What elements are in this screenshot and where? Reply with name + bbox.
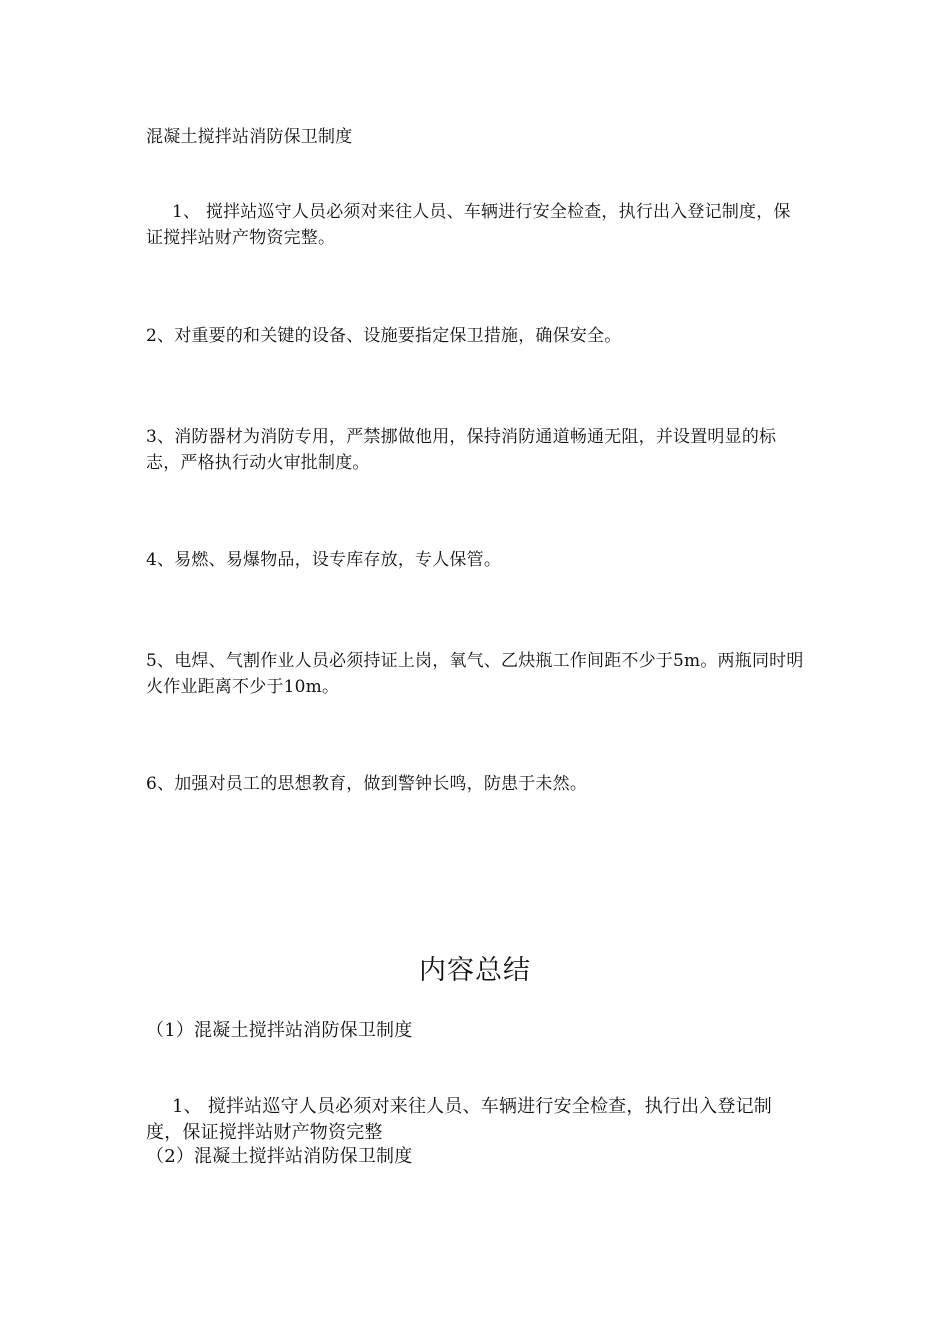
rule-item-6: 6、加强对员工的思想教育，做到警钟长鸣，防患于未然。 bbox=[146, 774, 588, 794]
document-title: 混凝土搅拌站消防保卫制度 bbox=[146, 127, 353, 147]
summary-item-1-body: 1、 搅拌站巡守人员必须对来往人员、车辆进行安全检查，执行出入登记制度，保证搅拌站财产物资完整 bbox=[146, 1096, 772, 1143]
summary-item-2-title: （2）混凝土搅拌站消防保卫制度 bbox=[146, 1146, 413, 1167]
summary-item-1-title: （1）混凝土搅拌站消防保卫制度 bbox=[146, 1020, 413, 1041]
summary-heading: 内容总结 bbox=[419, 955, 531, 986]
rule-item-2: 2、对重要的和关键的设备、设施要指定保卫措施，确保安全。 bbox=[146, 326, 622, 346]
rule-item-4: 4、易燃、易爆物品，设专库存放，专人保管。 bbox=[146, 550, 502, 570]
rule-item-5: 5、电焊、气割作业人员必须持证上岗，氧气、乙炔瓶工作间距不少于5m。两瓶同时明火作业距离不少于10m。 bbox=[146, 651, 804, 697]
rule-item-3: 3、消防器材为消防专用，严禁挪做他用，保持消防通道畅通无阻，并设置明显的标志，严格执行动火审批制度。 bbox=[146, 427, 777, 473]
rule-item-1: 1、 搅拌站巡守人员必须对来往人员、车辆进行安全检查，执行出入登记制度，保证搅拌站财产物资完整。 bbox=[146, 202, 791, 248]
